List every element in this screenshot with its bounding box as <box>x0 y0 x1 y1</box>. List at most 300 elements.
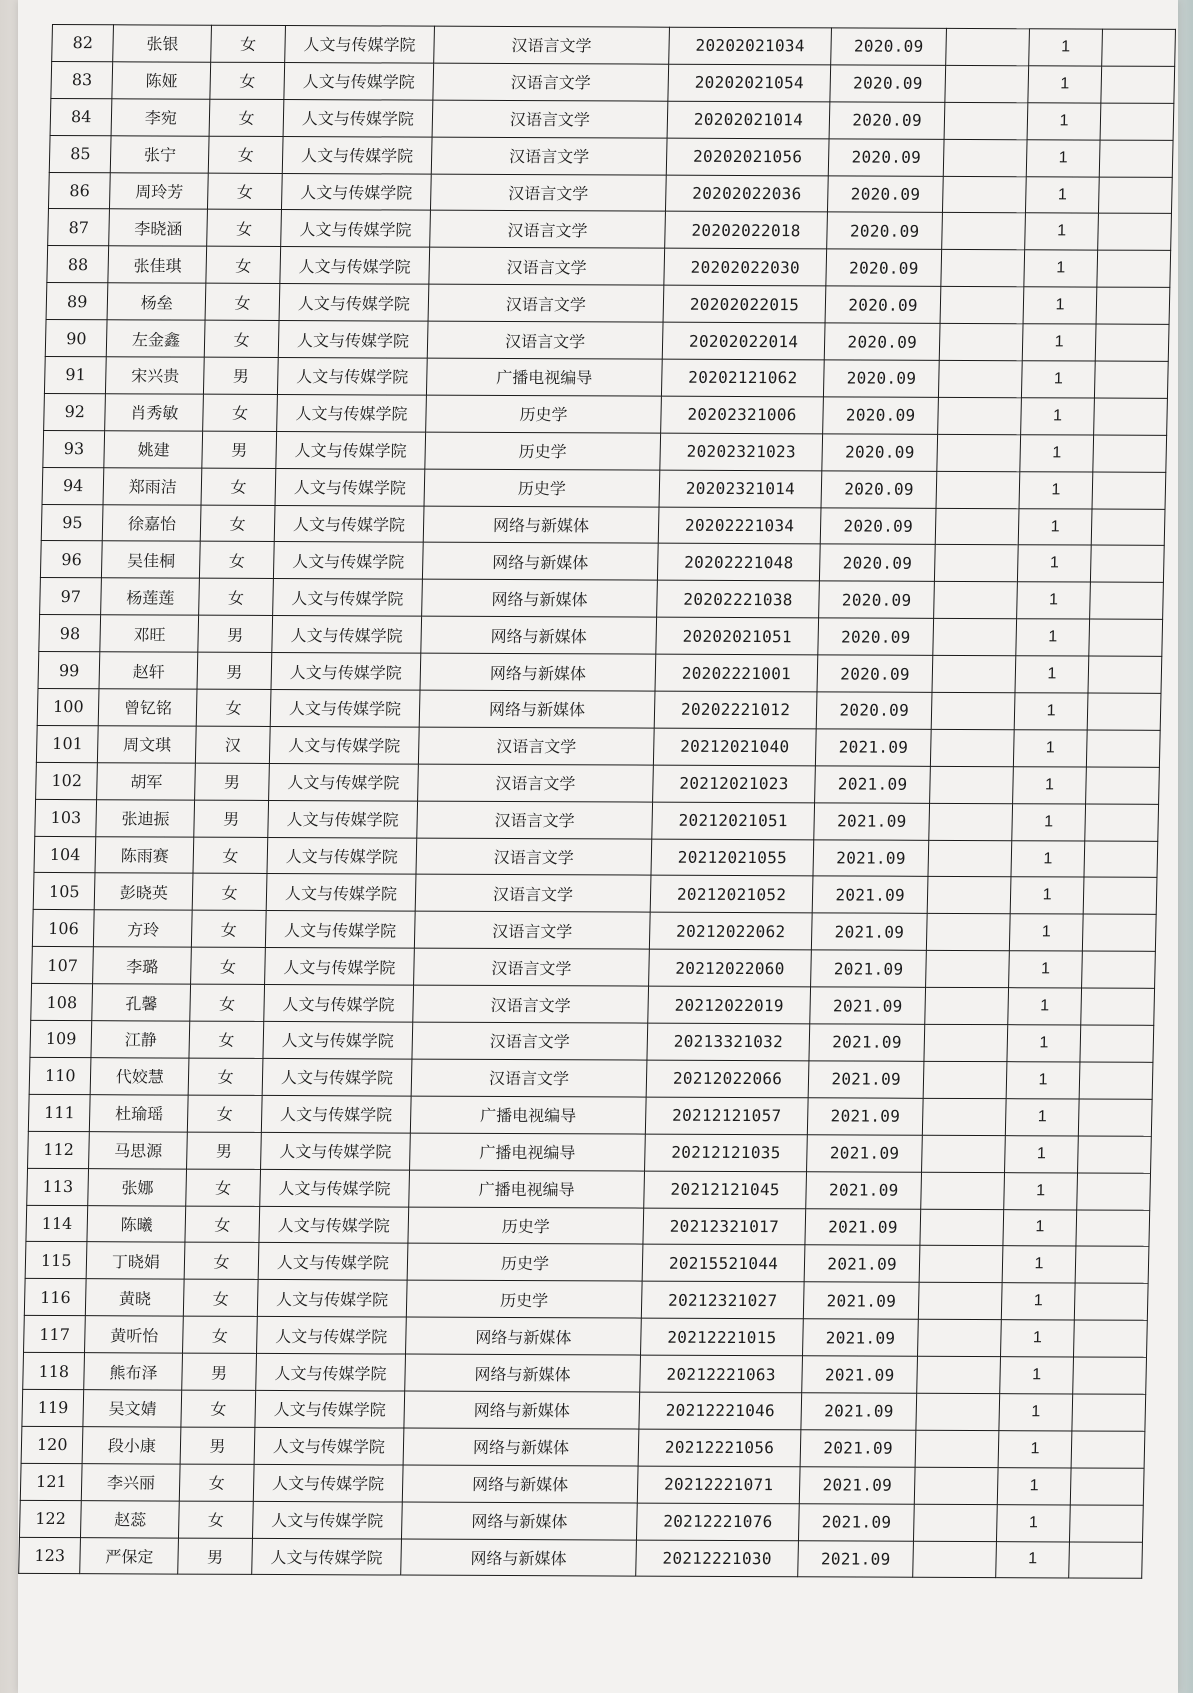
enrollment-date: 2021.09 <box>800 1430 916 1467</box>
student-id: 20202321023 <box>660 433 823 471</box>
row-number: 122 <box>19 1500 81 1537</box>
extra-cell <box>1086 767 1159 804</box>
note-cell <box>937 434 1020 471</box>
college-name: 人文与传媒学院 <box>264 985 414 1023</box>
student-name: 李兴丽 <box>82 1463 181 1500</box>
table-row <box>37 688 1161 730</box>
college-name: 人文与传媒学院 <box>272 616 422 654</box>
student-gender: 女 <box>189 1021 263 1058</box>
college-name: 人文与传媒学院 <box>252 1538 402 1576</box>
note-cell <box>920 1209 1003 1246</box>
college-name: 人文与传媒学院 <box>268 800 418 838</box>
table-row <box>34 836 1158 878</box>
note-cell <box>943 139 1026 176</box>
enrollment-date: 2021.09 <box>799 1503 915 1540</box>
student-id: 20212221076 <box>636 1503 799 1541</box>
row-number: 84 <box>50 98 112 135</box>
student-id: 20212022019 <box>648 986 811 1024</box>
college-name: 人文与传媒学院 <box>252 1501 402 1539</box>
row-number: 98 <box>39 615 101 652</box>
college-name: 人文与传媒学院 <box>281 173 431 211</box>
count-cell: 1 <box>1023 287 1097 324</box>
enrollment-date: 2021.09 <box>804 1282 920 1319</box>
row-number: 97 <box>40 578 102 615</box>
row-number: 94 <box>42 467 104 504</box>
major-name: 网络与新媒体 <box>406 1317 642 1355</box>
major-name: 汉语言文学 <box>429 247 665 285</box>
extra-cell <box>1102 29 1175 66</box>
note-cell <box>925 987 1008 1024</box>
college-name: 人文与传媒学院 <box>265 911 415 949</box>
note-cell <box>928 840 1011 877</box>
major-name: 汉语言文学 <box>418 727 654 765</box>
student-id: 20212321027 <box>641 1281 804 1319</box>
enrollment-date: 2020.09 <box>819 581 935 618</box>
extra-cell <box>1082 951 1155 988</box>
enrollment-date: 2021.09 <box>812 913 928 950</box>
student-gender: 女 <box>193 837 267 874</box>
major-name: 历史学 <box>426 395 662 433</box>
roster-body <box>19 25 1176 1579</box>
major-name: 广播电视编导 <box>409 1170 645 1208</box>
major-name: 汉语言文学 <box>413 985 649 1023</box>
college-name: 人文与传媒学院 <box>276 431 426 469</box>
student-id: 20202022018 <box>665 212 828 250</box>
count-cell: 1 <box>1020 435 1094 472</box>
enrollment-date: 2020.09 <box>822 434 938 471</box>
extra-cell <box>1093 435 1166 472</box>
table-row <box>50 98 1174 140</box>
table-row <box>28 1094 1152 1136</box>
row-number: 109 <box>30 1020 92 1057</box>
student-name: 李宛 <box>112 99 211 136</box>
student-name: 肖秀敏 <box>105 394 204 431</box>
student-id: 20212021040 <box>653 728 816 766</box>
student-id: 20202021054 <box>668 64 831 102</box>
enrollment-date: 2021.09 <box>807 1135 923 1172</box>
note-cell <box>941 250 1024 287</box>
count-cell: 1 <box>1013 730 1087 767</box>
count-cell: 1 <box>1020 398 1094 435</box>
enrollment-date: 2020.09 <box>830 65 946 102</box>
college-name: 人文与传媒学院 <box>274 505 424 543</box>
college-name: 人文与传媒学院 <box>275 468 425 506</box>
college-name: 人文与传媒学院 <box>271 653 421 691</box>
student-name: 赵轩 <box>99 652 198 689</box>
student-id: 20212121057 <box>645 1097 808 1135</box>
extra-cell <box>1070 1505 1143 1542</box>
extra-cell <box>1071 1431 1144 1468</box>
count-cell: 1 <box>999 1357 1073 1394</box>
major-name: 历史学 <box>424 469 660 507</box>
student-name: 周玲芳 <box>110 172 209 209</box>
row-number: 110 <box>29 1057 91 1094</box>
student-gender: 男 <box>198 615 272 652</box>
table-row <box>25 1242 1149 1284</box>
note-cell <box>917 1356 1000 1393</box>
student-id: 20202221034 <box>658 507 821 545</box>
enrollment-date: 2021.09 <box>808 1061 924 1098</box>
count-cell: 1 <box>1012 767 1086 804</box>
major-name: 汉语言文学 <box>428 284 664 322</box>
extra-cell <box>1100 103 1173 140</box>
enrollment-date: 2021.09 <box>798 1540 914 1577</box>
major-name: 汉语言文学 <box>432 100 668 138</box>
student-name: 左金鑫 <box>107 320 206 357</box>
note-cell <box>933 619 1016 656</box>
student-name: 代姣慧 <box>91 1058 190 1095</box>
note-cell <box>914 1504 997 1541</box>
enrollment-date: 2020.09 <box>826 249 942 286</box>
note-cell <box>935 545 1018 582</box>
row-number: 99 <box>38 652 100 689</box>
student-name: 孔馨 <box>92 984 191 1021</box>
count-cell: 1 <box>1011 840 1085 877</box>
row-number: 116 <box>24 1279 86 1316</box>
major-name: 历史学 <box>408 1207 644 1245</box>
college-name: 人文与传媒学院 <box>273 542 423 580</box>
table-row <box>47 246 1171 288</box>
student-name: 熊布泽 <box>84 1353 183 1390</box>
paper-sheet <box>18 0 1178 1693</box>
major-name: 广播电视编导 <box>410 1133 646 1171</box>
major-name: 汉语言文学 <box>430 211 666 249</box>
enrollment-date: 2021.09 <box>799 1467 915 1504</box>
student-roster-table <box>18 24 1176 1579</box>
student-name: 张佳琪 <box>108 246 207 283</box>
extra-cell <box>1092 509 1165 546</box>
student-name: 马思源 <box>89 1131 188 1168</box>
major-name: 网络与新媒体 <box>403 1428 639 1466</box>
table-row <box>44 356 1168 398</box>
extra-cell <box>1077 1173 1150 1210</box>
student-id: 20202021051 <box>656 617 819 655</box>
major-name: 汉语言文学 <box>434 26 670 64</box>
student-gender: 女 <box>192 874 266 911</box>
row-number: 114 <box>26 1205 88 1242</box>
table-row <box>29 1057 1153 1099</box>
row-number: 88 <box>47 246 109 283</box>
count-cell: 1 <box>1008 988 1082 1025</box>
extra-cell <box>1096 324 1169 361</box>
row-number: 82 <box>52 25 114 62</box>
student-gender: 女 <box>188 1058 262 1095</box>
count-cell: 1 <box>1004 1135 1078 1172</box>
extra-cell <box>1092 472 1165 509</box>
student-id: 20202021014 <box>667 101 830 139</box>
row-number: 105 <box>33 873 95 910</box>
student-gender: 女 <box>188 1095 262 1132</box>
extra-cell <box>1071 1468 1144 1505</box>
student-gender: 女 <box>184 1279 258 1316</box>
major-name: 汉语言文学 <box>412 1022 648 1060</box>
count-cell: 1 <box>998 1430 1072 1467</box>
table-row <box>46 283 1170 325</box>
count-cell: 1 <box>1026 139 1100 176</box>
enrollment-date: 2021.09 <box>809 1024 925 1061</box>
count-cell: 1 <box>1021 361 1095 398</box>
note-cell <box>926 951 1009 988</box>
extra-cell <box>1075 1283 1148 1320</box>
note-cell <box>915 1430 998 1467</box>
row-number: 93 <box>43 430 105 467</box>
college-name: 人文与传媒学院 <box>270 689 420 727</box>
student-name: 杨莲莲 <box>101 578 200 615</box>
row-number: 83 <box>51 61 113 98</box>
college-name: 人文与传媒学院 <box>267 837 417 875</box>
college-name: 人文与传媒学院 <box>266 874 416 912</box>
count-cell: 1 <box>1003 1209 1077 1246</box>
note-cell <box>936 471 1019 508</box>
student-gender: 女 <box>183 1316 257 1353</box>
college-name: 人文与传媒学院 <box>258 1243 408 1281</box>
enrollment-date: 2021.09 <box>814 803 930 840</box>
student-name: 李璐 <box>93 947 192 984</box>
student-id: 20212021023 <box>652 765 815 803</box>
student-name: 黄晓 <box>86 1279 185 1316</box>
enrollment-date: 2021.09 <box>803 1319 919 1356</box>
table-row <box>40 578 1164 620</box>
count-cell: 1 <box>1014 693 1088 730</box>
note-cell <box>940 287 1023 324</box>
count-cell: 1 <box>1019 471 1093 508</box>
table-row <box>38 652 1162 694</box>
student-gender: 女 <box>192 910 266 947</box>
student-gender: 女 <box>211 25 285 62</box>
count-cell: 1 <box>1006 1062 1080 1099</box>
row-number: 89 <box>46 283 108 320</box>
college-name: 人文与传媒学院 <box>253 1464 403 1502</box>
student-name: 赵蕊 <box>81 1500 180 1537</box>
student-name: 张娜 <box>88 1168 187 1205</box>
student-gender: 男 <box>202 431 276 468</box>
row-number: 117 <box>24 1316 86 1353</box>
student-id: 20212021052 <box>650 876 813 914</box>
student-id: 20202022014 <box>662 322 825 360</box>
extra-cell <box>1091 546 1164 583</box>
college-name: 人文与传媒学院 <box>281 210 431 248</box>
extra-cell <box>1078 1136 1151 1173</box>
student-id: 20212021055 <box>651 839 814 877</box>
college-name: 人文与传媒学院 <box>256 1317 406 1355</box>
count-cell: 1 <box>1024 250 1098 287</box>
note-cell <box>945 65 1028 102</box>
student-name: 郑雨洁 <box>104 467 203 504</box>
student-gender: 男 <box>197 652 271 689</box>
note-cell <box>942 213 1025 250</box>
row-number: 100 <box>37 688 99 725</box>
college-name: 人文与传媒学院 <box>268 763 418 801</box>
student-name: 胡军 <box>97 763 196 800</box>
enrollment-date: 2020.09 <box>817 655 933 692</box>
row-number: 112 <box>28 1131 90 1168</box>
student-id: 20212221056 <box>638 1429 801 1467</box>
student-gender: 女 <box>209 136 283 173</box>
student-gender: 汉 <box>196 726 270 763</box>
table-row <box>26 1205 1150 1247</box>
extra-cell <box>1089 619 1162 656</box>
count-cell: 1 <box>1008 951 1082 988</box>
major-name: 网络与新媒体 <box>402 1465 638 1503</box>
enrollment-date: 2020.09 <box>828 139 944 176</box>
count-cell: 1 <box>1016 582 1090 619</box>
count-cell: 1 <box>997 1467 1071 1504</box>
student-gender: 女 <box>210 62 284 99</box>
student-id: 20212221063 <box>640 1355 803 1393</box>
major-name: 网络与新媒体 <box>402 1502 638 1540</box>
enrollment-date: 2020.09 <box>816 692 932 729</box>
count-cell: 1 <box>1009 914 1083 951</box>
table-row <box>31 984 1155 1026</box>
major-name: 汉语言文学 <box>411 1059 647 1097</box>
college-name: 人文与传媒学院 <box>283 99 433 137</box>
student-id: 20212121045 <box>644 1171 807 1209</box>
enrollment-date: 2021.09 <box>808 1098 924 1135</box>
student-id: 20202321014 <box>659 470 822 508</box>
student-name: 张宁 <box>111 135 210 172</box>
extra-cell <box>1083 914 1156 951</box>
extra-cell <box>1088 693 1161 730</box>
enrollment-date: 2020.09 <box>820 507 936 544</box>
table-row <box>24 1279 1148 1321</box>
student-gender: 女 <box>179 1501 253 1538</box>
row-number: 91 <box>44 356 106 393</box>
student-gender: 女 <box>207 210 281 247</box>
major-name: 汉语言文学 <box>417 801 653 839</box>
student-name: 姚建 <box>104 431 203 468</box>
table-row <box>27 1168 1151 1210</box>
extra-cell <box>1098 214 1171 251</box>
note-cell <box>926 914 1009 951</box>
major-name: 汉语言文学 <box>416 838 652 876</box>
student-name: 吴文婧 <box>83 1390 182 1427</box>
extra-cell <box>1081 988 1154 1025</box>
student-id: 20202221038 <box>657 581 820 619</box>
enrollment-date: 2021.09 <box>802 1356 918 1393</box>
enrollment-date: 2020.09 <box>831 28 947 65</box>
table-row <box>20 1463 1144 1505</box>
extra-cell <box>1095 361 1168 398</box>
student-name: 杜瑜瑶 <box>90 1095 189 1132</box>
student-id: 20202221001 <box>655 654 818 692</box>
table-row <box>32 947 1156 989</box>
note-cell <box>931 692 1014 729</box>
major-name: 网络与新媒体 <box>420 653 656 691</box>
student-gender: 女 <box>205 283 279 320</box>
student-name: 张银 <box>113 25 212 62</box>
major-name: 汉语言文学 <box>418 764 654 802</box>
major-name: 汉语言文学 <box>414 948 650 986</box>
student-gender: 女 <box>209 99 283 136</box>
enrollment-date: 2021.09 <box>815 766 931 803</box>
student-name: 邓旺 <box>100 615 199 652</box>
student-name: 方玲 <box>94 910 193 947</box>
extra-cell <box>1073 1357 1146 1394</box>
student-gender: 女 <box>191 947 265 984</box>
student-name: 李晓涵 <box>109 209 208 246</box>
table-row <box>51 61 1175 103</box>
note-cell <box>943 176 1026 213</box>
extra-cell <box>1072 1394 1145 1431</box>
student-gender: 男 <box>204 357 278 394</box>
note-cell <box>930 729 1013 766</box>
student-name: 严保定 <box>80 1537 179 1574</box>
college-name: 人文与传媒学院 <box>280 247 430 285</box>
row-number: 87 <box>48 209 110 246</box>
student-gender: 女 <box>199 579 273 616</box>
table-row <box>30 1020 1154 1062</box>
enrollment-date: 2021.09 <box>805 1208 921 1245</box>
student-gender: 女 <box>186 1169 260 1206</box>
college-name: 人文与传媒学院 <box>276 394 426 432</box>
extra-cell <box>1075 1246 1148 1283</box>
student-id: 20212221030 <box>636 1540 799 1578</box>
note-cell <box>929 803 1012 840</box>
student-id: 20212221015 <box>640 1318 803 1356</box>
student-name: 吴佳桐 <box>102 541 201 578</box>
student-id: 20202021056 <box>666 138 829 176</box>
count-cell: 1 <box>1005 1099 1079 1136</box>
student-name: 周文琪 <box>98 726 197 763</box>
student-name: 黄听怡 <box>85 1316 184 1353</box>
student-name: 徐嘉怡 <box>103 504 202 541</box>
count-cell: 1 <box>1002 1246 1076 1283</box>
enrollment-date: 2021.09 <box>816 729 932 766</box>
enrollment-date: 2020.09 <box>824 323 940 360</box>
college-name: 人文与传媒学院 <box>285 26 435 64</box>
student-gender: 男 <box>195 763 269 800</box>
note-cell <box>924 1024 1007 1061</box>
table-row <box>33 873 1157 915</box>
student-name: 陈曦 <box>87 1205 186 1242</box>
count-cell: 1 <box>1015 656 1089 693</box>
student-gender: 女 <box>190 984 264 1021</box>
note-cell <box>932 655 1015 692</box>
student-name: 杨垒 <box>108 283 207 320</box>
student-gender: 男 <box>194 800 268 837</box>
row-number: 90 <box>45 320 107 357</box>
college-name: 人文与传媒学院 <box>282 136 432 174</box>
major-name: 广播电视编导 <box>426 358 662 396</box>
count-cell: 1 <box>996 1504 1070 1541</box>
count-cell: 1 <box>1012 803 1086 840</box>
row-number: 85 <box>49 135 111 172</box>
student-id: 20213321032 <box>647 1023 810 1061</box>
row-number: 102 <box>36 762 98 799</box>
table-row <box>44 393 1168 435</box>
college-name: 人文与传媒学院 <box>278 321 428 359</box>
college-name: 人文与传媒学院 <box>257 1280 407 1318</box>
note-cell <box>919 1246 1002 1283</box>
enrollment-date: 2020.09 <box>827 212 943 249</box>
student-id: 20202021034 <box>669 27 832 65</box>
table-row <box>21 1426 1145 1468</box>
row-number: 106 <box>32 910 94 947</box>
extra-cell <box>1084 841 1157 878</box>
student-name: 江静 <box>91 1021 190 1058</box>
row-number: 113 <box>27 1168 89 1205</box>
extra-cell <box>1100 140 1173 177</box>
extra-cell <box>1096 287 1169 324</box>
student-name: 段小康 <box>83 1426 182 1463</box>
extra-cell <box>1090 582 1163 619</box>
enrollment-date: 2021.09 <box>804 1245 920 1282</box>
row-number: 95 <box>41 504 103 541</box>
major-name: 汉语言文学 <box>427 321 663 359</box>
count-cell: 1 <box>1028 66 1102 103</box>
row-number: 111 <box>28 1094 90 1131</box>
student-gender: 男 <box>187 1132 261 1169</box>
